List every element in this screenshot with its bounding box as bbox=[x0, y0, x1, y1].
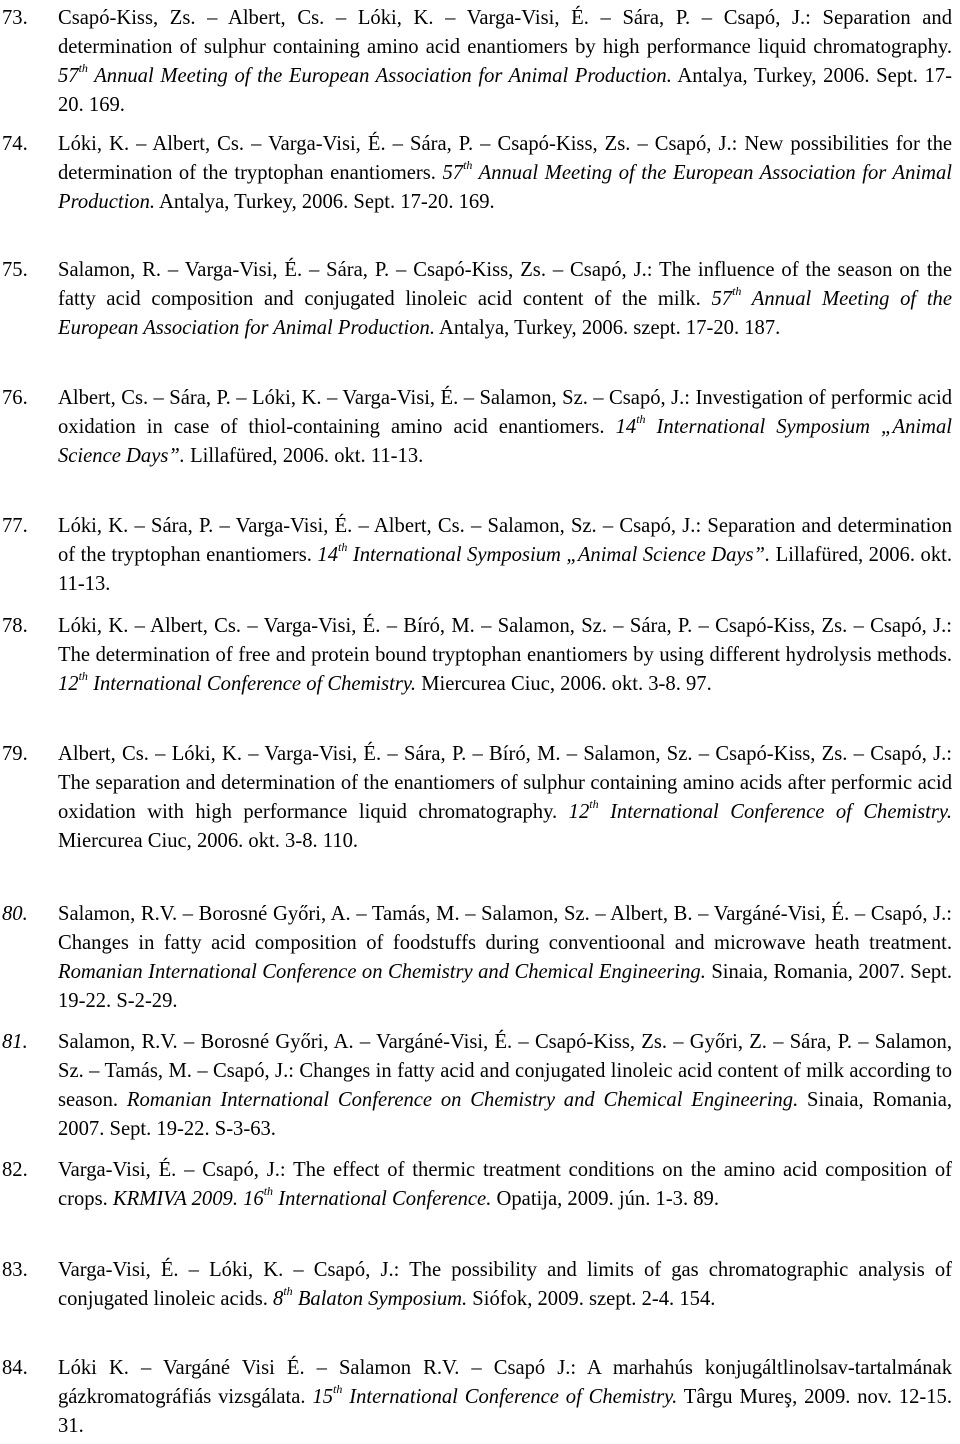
publication-entry-75 bbox=[2, 256, 952, 343]
publication-entry-82 bbox=[2, 1156, 952, 1214]
publication-entry-73 bbox=[2, 4, 952, 120]
ordinal-suffix: th bbox=[338, 540, 348, 555]
entry-venue bbox=[127, 1089, 798, 1111]
publication-entry-76 bbox=[2, 384, 952, 471]
publication-entry-79 bbox=[2, 740, 952, 856]
venue-name: International Conference of Chemistry. bbox=[87, 673, 417, 695]
entry-authors: Lóki, K. – Sára, P. – Varga-Visi, É. – Albert, Cs. – Salamon, Sz. – Csapó, J.: bbox=[58, 515, 702, 537]
entry-authors: Salamon, R.V. – Borosné Győri, A. – Vargáné-Visi, É. – Csapó-Kiss, Zs. – Győri, Z. – Sára, P. – Salamon, Sz. – Tamás, M. – Csapó, J.: bbox=[58, 1031, 952, 1082]
entry-title: The influence of the season on the fatty acid composition and conjugated linoleic acid content of the milk. bbox=[58, 259, 952, 310]
entry-venue bbox=[317, 540, 771, 566]
entry-authors: Lóki, K. – Albert, Cs. – Varga-Visi, É. – Sára, P. – Csapó-Kiss, Zs. – Csapó, J.: bbox=[58, 133, 738, 155]
entry-venue bbox=[58, 961, 706, 983]
entry-number: 78. bbox=[2, 615, 28, 637]
venue-prefix: 15 bbox=[312, 1386, 334, 1408]
entry-venue bbox=[58, 669, 417, 695]
venue-prefix: 14 bbox=[317, 544, 338, 566]
publication-entry-84 bbox=[2, 1354, 952, 1441]
entry-authors: Salamon, R. – Varga-Visi, É. – Sára, P. – Csapó-Kiss, Zs. – Csapó, J.: bbox=[58, 259, 653, 281]
entry-title: Separation and determination of sulphur containing amino acid enantiomers by high performance liquid chromatography. bbox=[58, 7, 952, 58]
entry-number: 84. bbox=[2, 1357, 28, 1379]
entry-text bbox=[58, 1354, 952, 1441]
ordinal-suffix: th bbox=[636, 412, 646, 427]
entry-title: Investigation of performic acid oxidation in case of thiol-containing amino acid enantiomers. bbox=[58, 387, 952, 438]
venue-prefix: Romanian International Conference on Chemistry and Chemical Engineering. bbox=[126, 1089, 799, 1111]
publication-entry-77 bbox=[2, 512, 952, 599]
entry-text bbox=[58, 1028, 952, 1144]
entry-authors: Albert, Cs. – Lóki, K. – Varga-Visi, É. – Sára, P. – Bíró, M. – Salamon, Sz. – Csapó-Kiss, Zs. – Csapó, J.: bbox=[58, 743, 952, 765]
venue-prefix: 12 bbox=[568, 801, 590, 823]
publication-entry-78 bbox=[2, 612, 952, 699]
entry-text bbox=[58, 612, 952, 699]
entry-number: 79. bbox=[2, 743, 28, 765]
entry-details: Antalya, Turkey, 2006. Sept. 17-20. 169. bbox=[58, 65, 952, 116]
entry-authors: Varga-Visi, É. – Csapó, J.: bbox=[58, 1159, 286, 1181]
ordinal-suffix: th bbox=[732, 284, 742, 299]
venue-prefix: 57 bbox=[711, 288, 733, 310]
entry-title: The determination of free and protein bound tryptophan enantiomers by using different hydrolysis methods. bbox=[58, 644, 952, 666]
publication-entry-81 bbox=[2, 1028, 952, 1144]
entry-details: Siófok, 2009. szept. 2-4. 154. bbox=[467, 1288, 716, 1310]
entry-title: Changes in fatty acid and conjugated linoleic acid content of milk according to season. bbox=[58, 1060, 953, 1111]
ordinal-suffix: th bbox=[463, 158, 473, 173]
venue-prefix: 57 bbox=[58, 65, 79, 87]
entry-text bbox=[58, 384, 952, 471]
entry-authors: Lóki, K. – Albert, Cs. – Varga-Visi, É. – Bíró, M. – Salamon, Sz. – Sára, P. – Csapó-Kiss, Zs. – Csapó, J.: bbox=[58, 615, 952, 637]
entry-number: 82. bbox=[2, 1159, 28, 1181]
venue-name: International Conference. bbox=[273, 1188, 492, 1210]
venue-name: Balaton Symposium. bbox=[292, 1288, 468, 1310]
entry-details: Miercurea Ciuc, 2006. okt. 3-8. 110. bbox=[58, 830, 359, 852]
entry-number: 73. bbox=[2, 7, 28, 29]
entry-title: Separation and determination of the tryptophan enantiomers. bbox=[58, 515, 952, 566]
entry-number: 75. bbox=[2, 259, 28, 281]
entry-details: Opatija, 2009. jún. 1-3. 89. bbox=[491, 1188, 720, 1210]
ordinal-suffix: th bbox=[78, 669, 88, 684]
entry-venue bbox=[568, 797, 952, 823]
venue-name: International Symposium „Animal Science Days”. bbox=[347, 544, 771, 566]
entry-venue bbox=[58, 61, 672, 87]
entry-number: 83. bbox=[2, 1259, 28, 1281]
entry-details: Târgu Mureş, 2009. nov. 12-15. 31. bbox=[58, 1386, 952, 1437]
entry-details: Sinaia, Romania, 2007. Sept. 19-22. S-3-63. bbox=[58, 1089, 953, 1140]
entry-details: Lillafüred, 2006. okt. 11-13. bbox=[58, 544, 952, 595]
entry-title: A marhahús konjugáltlinolsav-tartalmának gázkromatográfiás vizsgálata. bbox=[58, 1357, 952, 1408]
ordinal-suffix: th bbox=[333, 1382, 343, 1397]
entry-text bbox=[58, 1156, 952, 1214]
entry-authors: Varga-Visi, É. – Lóki, K. – Csapó, J.: bbox=[58, 1259, 400, 1281]
entry-number: 76. bbox=[2, 387, 28, 409]
venue-name: Annual Meeting of the European Association for Animal Production. bbox=[87, 65, 672, 87]
entry-text bbox=[58, 1256, 952, 1314]
entry-text bbox=[58, 512, 952, 599]
venue-name: International Conference of Chemistry. bbox=[342, 1386, 678, 1408]
entry-details: Antalya, Turkey, 2006. szept. 17-20. 187. bbox=[434, 317, 781, 339]
entry-authors: Albert, Cs. – Sára, P. – Lóki, K. – Varga-Visi, É. – Salamon, Sz. – Csapó, J.: bbox=[58, 387, 691, 409]
entry-title: The separation and determination of the enantiomers of sulphur containing amino acids after performic acid oxidation with high performance liquid chromatography. bbox=[58, 772, 952, 823]
entry-title: The effect of thermic treatment conditions on the amino acid composition of crops. bbox=[58, 1159, 952, 1210]
entry-text bbox=[58, 900, 952, 1016]
entry-title: The possibility and limits of gas chromatographic analysis of conjugated linoleic acids. bbox=[58, 1259, 952, 1310]
entry-text bbox=[58, 4, 952, 120]
entry-authors: Salamon, R.V. – Borosné Győri, A. – Tamás, M. – Salamon, Sz. – Albert, B. – Vargáné-Visi, É. – Csapó, J.: bbox=[58, 903, 952, 925]
ordinal-suffix: th bbox=[263, 1184, 274, 1199]
entry-details: Antalya, Turkey, 2006. Sept. 17-20. 169. bbox=[155, 191, 495, 213]
entry-details: Lillafüred, 2006. okt. 11-13. bbox=[184, 445, 424, 467]
entry-venue bbox=[112, 1184, 492, 1210]
entry-number: 80. bbox=[2, 903, 28, 925]
venue-prefix: 14 bbox=[615, 416, 637, 438]
entry-text bbox=[58, 740, 952, 856]
venue-name: Annual Meeting of the European Association for Animal Production. bbox=[58, 162, 952, 213]
ordinal-suffix: th bbox=[283, 1284, 293, 1299]
entry-text bbox=[58, 130, 952, 217]
publication-entry-80 bbox=[2, 900, 952, 1016]
entry-number: 74. bbox=[2, 133, 28, 155]
entry-details: Sinaia, Romania, 2007. Sept. 19-22. S-2-29. bbox=[58, 961, 953, 1012]
entry-text bbox=[58, 256, 952, 343]
entry-number: 81. bbox=[2, 1031, 28, 1053]
venue-name: Annual Meeting of the European Association for Animal Production. bbox=[58, 288, 952, 339]
venue-prefix: 57 bbox=[442, 162, 464, 184]
entry-title: Changes in fatty acid composition of foodstuffs during conventioonal and microwave heath treatment. bbox=[58, 932, 952, 954]
venue-prefix: Romanian International Conference on Chemistry and Chemical Engineering. bbox=[58, 961, 706, 983]
entry-venue bbox=[312, 1382, 678, 1408]
entry-details: Miercurea Ciuc, 2006. okt. 3-8. 97. bbox=[416, 673, 712, 695]
venue-prefix: KRMIVA 2009. 16 bbox=[112, 1188, 264, 1210]
venue-prefix: 8 bbox=[273, 1288, 284, 1310]
entry-title: New possibilities for the determination of the tryptophan enantiomers. bbox=[58, 133, 953, 184]
publication-entry-74 bbox=[2, 130, 952, 217]
publication-entry-83 bbox=[2, 1256, 952, 1314]
venue-name: International Symposium „Animal Science Days”. bbox=[58, 416, 952, 467]
entry-venue bbox=[273, 1284, 468, 1310]
entry-number: 77. bbox=[2, 515, 28, 537]
venue-name: International Conference of Chemistry. bbox=[598, 801, 952, 823]
ordinal-suffix: th bbox=[78, 61, 88, 76]
venue-prefix: 12 bbox=[58, 673, 79, 695]
entry-authors: Lóki K. – Vargáné Visi É. – Salamon R.V. – Csapó J.: bbox=[58, 1357, 577, 1379]
ordinal-suffix: th bbox=[589, 797, 599, 812]
entry-authors: Csapó-Kiss, Zs. – Albert, Cs. – Lóki, K. – Varga-Visi, É. – Sára, P. – Csapó, J.: bbox=[58, 7, 811, 29]
